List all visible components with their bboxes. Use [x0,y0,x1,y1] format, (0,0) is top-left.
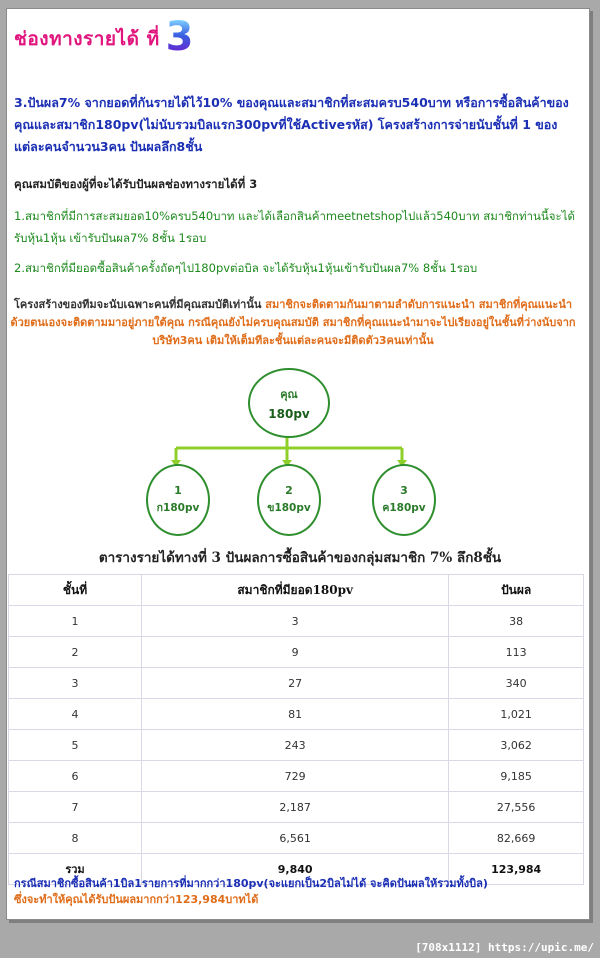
cell: 4 [9,699,142,730]
footer-note [14,876,580,908]
cell: 7 [9,792,142,823]
table-header-row [9,575,584,606]
table-row [9,699,584,730]
income-table [8,574,584,885]
table-title: ตารางรายได้ทางที่ 3 ปันผลการซื้อสินค้าของกลุ่มสมาชิก 7% ลึก8ชั้น [98,550,502,566]
image-host-credit: [708x1112] https://upic.me/ [415,941,594,954]
tree-diagram [120,368,440,548]
cell: 3 [142,606,449,637]
table-row [9,637,584,668]
child-label: 2 [285,484,293,497]
cell: 113 [449,637,584,668]
cell: 27,556 [449,792,584,823]
root-node [248,368,330,438]
table-row [9,792,584,823]
cell: 2 [9,637,142,668]
cell: 1 [9,606,142,637]
cell: 3,062 [449,730,584,761]
footer-line-1: กรณีสมาชิกซื้อสินค้า1บิล1รายการที่มากกว่า180pv(จะแยกเป็น2บิลไม่ได้ จะคิดปันผลให้รวมทั้งบิล) [14,877,488,890]
cell: 6,561 [142,823,449,854]
intro-paragraph: 3.ปันผล7% จากยอดที่กันรายได้ไว้10% ของคุณและสมาชิกที่สะสมครบ540บาท หรือการซื้อสินค้าของคุณและสมาชิก180pv(ไม่นับรวมบิลแรก300pvที่ใช้Activeรหัส) โครงสร้างการจ่ายนับชั้นที่ 1 ของแต่ละคนจำนวน3คน ปันผลลึก8ชั้น [14,95,569,154]
cell: 5 [9,730,142,761]
page-title [14,14,194,60]
child-pv: ค180pv [382,502,426,514]
root-pv: 180pv [268,407,310,421]
cell: 243 [142,730,449,761]
title-number: 3 [165,14,194,60]
table-row [9,668,584,699]
child-node-2 [257,464,321,536]
cell: 81 [142,699,449,730]
cell: 123,984 [449,854,584,885]
table-row [9,761,584,792]
table-row [9,823,584,854]
child-pv: ก180pv [156,502,200,514]
col-header-dividend: ปันผล [449,575,584,606]
child-label: 1 [174,484,182,497]
col-header-members: สมาชิกที่มียอด180pv [142,575,449,606]
note-dark-text: โครงสร้างของทีมจะนับเฉพาะคนที่มีคุณสมบัติเท่านั้น [13,298,262,311]
cell: 9 [142,637,449,668]
col-header-level: ชั้นที่ [9,575,142,606]
structure-note [8,296,578,350]
cell: 729 [142,761,449,792]
cell: 1,021 [449,699,584,730]
cell: รวม [9,854,142,885]
table-row [9,730,584,761]
cell: 38 [449,606,584,637]
qualification-item-2: 2.สมาชิกที่มียอดซื้อสินค้าครั้งถัดๆไป180pvต่อบิล จะได้รับหุ้น1หุ้นเข้ารับปันผล7% 8ชั้น 1รอบ [14,261,478,275]
cell: 340 [449,668,584,699]
title-text: ช่องทางรายได้ ที่ [14,28,160,50]
footer-line-2: ซึ่งจะทำให้คุณได้รับปันผลมากกว่า123,984บาทได้ [14,893,259,906]
cell: 8 [9,823,142,854]
cell: 2,187 [142,792,449,823]
child-label: 3 [400,484,408,497]
cell: 3 [9,668,142,699]
cell: 27 [142,668,449,699]
qualification-item-1: 1.สมาชิกที่มีการสะสมยอด10%ครบ540บาท และได้เลือกสินค้าmeetnetshopไปแล้ว540บาท สมาชิกท่านนี้จะได้รับหุ้น1หุ้น เข้ารับปันผล7% 8ชั้น 1รอบ [14,209,575,245]
cell: 82,669 [449,823,584,854]
root-label: คุณ [280,388,298,401]
cell: 6 [9,761,142,792]
table-row [9,606,584,637]
child-pv: ข180pv [267,502,311,514]
child-node-3 [372,464,436,536]
qualification-heading: คุณสมบัติของผู้ที่จะได้รับปันผลช่องทางรายได้ที่ 3 [14,177,258,191]
cell: 9,840 [142,854,449,885]
cell: 9,185 [449,761,584,792]
child-node-1 [146,464,210,536]
note-orange-text: สมาชิกจะติดตามกันมาตามลำดับการแนะนำ สมาชิกที่คุณแนะนำด้วยตนเองจะติดตามมาอยู่ภายใต้คุณ กรณีคุณยังไม่ครบคุณสมบัติ สมาชิกที่คุณแนะนำมาจะไปเรียงอยู่ในชั้นที่ว่างนับจากบริษัท3คน เติมให้เต็มทีละชั้นแต่ละคนจะมีติดตัว3คนเท่านั้น [10,298,576,347]
